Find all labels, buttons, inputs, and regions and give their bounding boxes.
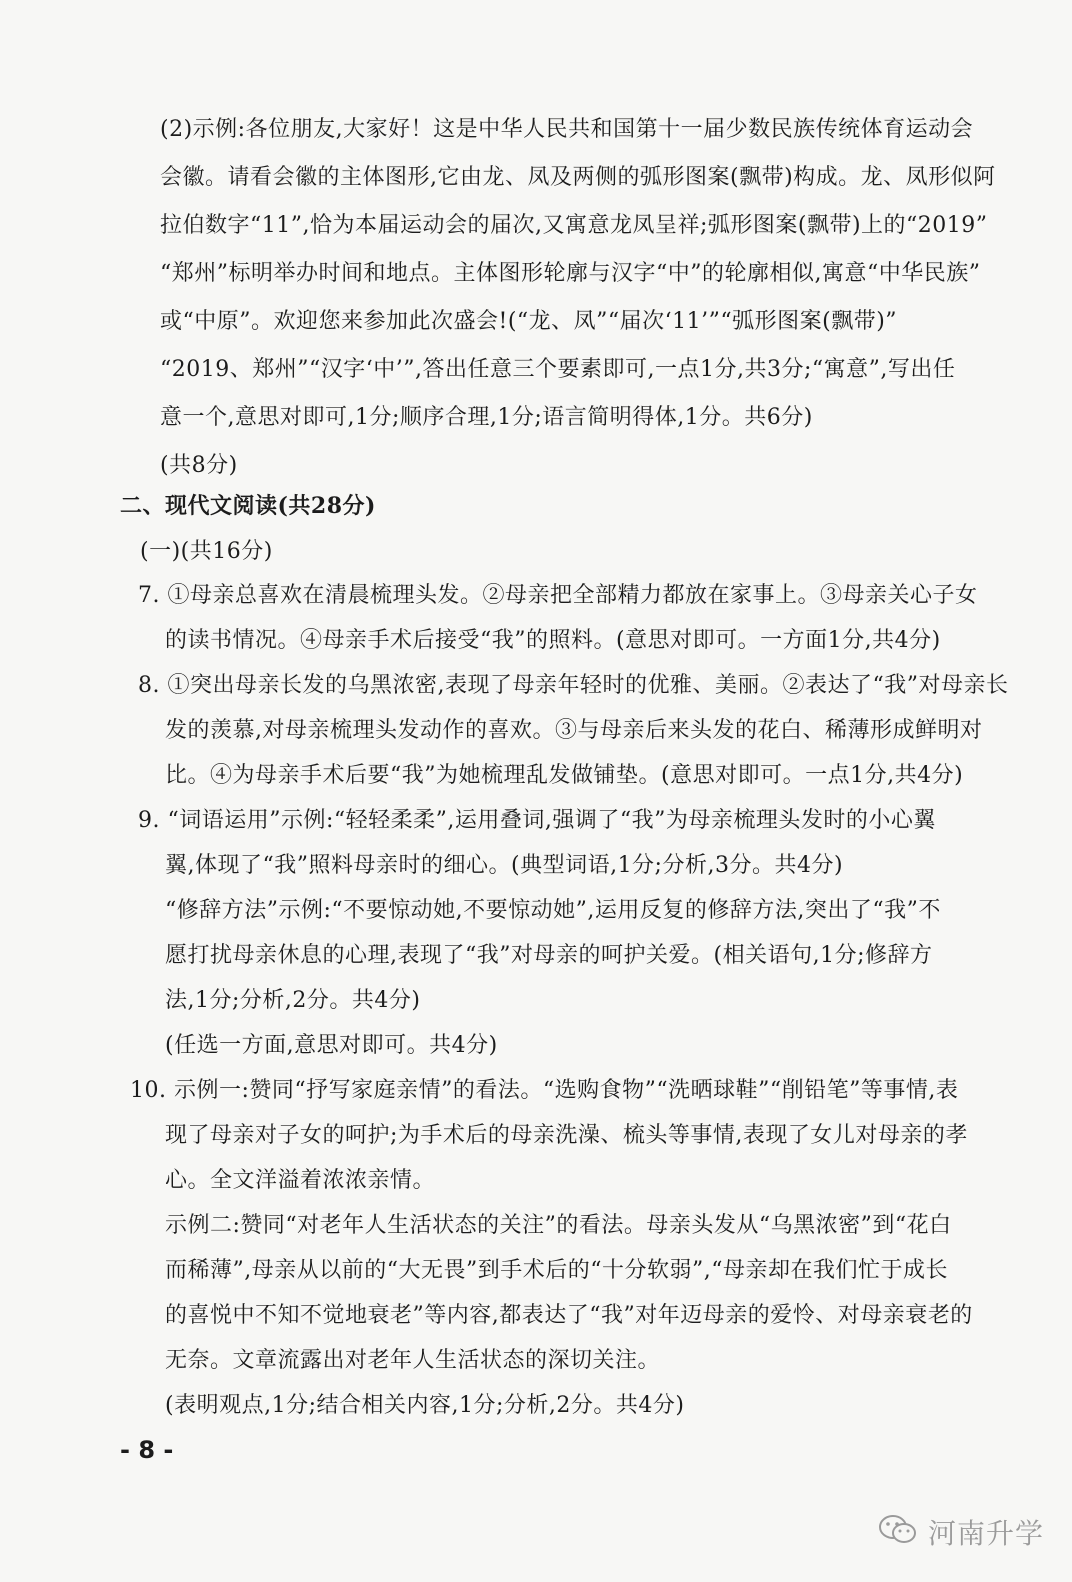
text-line: 心。全文洋溢着浓浓亲情。 — [165, 1168, 436, 1193]
watermark-text: 河南升学 — [928, 1517, 1045, 1550]
text-line: (2)示例:各位朋友,大家好！这是中华人民共和国第十一届少数民族传统体育运动会 — [160, 117, 974, 142]
wechat-icon — [878, 1513, 918, 1551]
text-line: 拉伯数字“11”,恰为本届运动会的届次,又寓意龙凤呈祥;弧形图案(飘带)上的“2019” — [160, 213, 988, 238]
text-line: 示例二:赞同“对老年人生活状态的关注”的看法。母亲头发从“乌黑浓密”到“花白 — [165, 1213, 952, 1238]
page-number: - 8 - — [120, 1436, 174, 1464]
text-line: (任选一方面,意思对即可。共4分) — [165, 1033, 498, 1058]
text-line: 10. 示例一:赞同“抒写家庭亲情”的看法。“选购食物”“洗晒球鞋”“削铅笔”等事情,表 — [130, 1078, 959, 1103]
text-line: 现了母亲对子女的呵护;为手术后的母亲洗澡、梳头等事情,表现了女儿对母亲的孝 — [165, 1123, 968, 1148]
text-line: “郑州”标明举办时间和地点。主体图形轮廓与汉字“中”的轮廓相似,寓意“中华民族” — [160, 261, 981, 286]
watermark — [878, 1512, 1044, 1552]
text-line: 7. ①母亲总喜欢在清晨梳理头发。②母亲把全部精力都放在家事上。③母亲关心子女 — [138, 583, 978, 608]
text-line: 发的羡慕,对母亲梳理头发动作的喜欢。③与母亲后来头发的花白、稀薄形成鲜明对 — [165, 718, 983, 743]
text-line: 而稀薄”,母亲从以前的“大无畏”到手术后的“十分软弱”,“母亲却在我们忙于成长 — [165, 1258, 948, 1283]
text-line: 翼,体现了“我”照料母亲时的细心。(典型词语,1分;分析,3分。共4分) — [165, 853, 844, 878]
text-line: 的喜悦中不知不觉地衰老”等内容,都表达了“我”对年迈母亲的爱怜、对母亲衰老的 — [165, 1303, 973, 1328]
text-line: 的读书情况。④母亲手术后接受“我”的照料。(意思对即可。一方面1分,共4分) — [165, 628, 941, 653]
text-line: 比。④为母亲手术后要“我”为她梳理乱发做铺垫。(意思对即可。一点1分,共4分) — [165, 763, 964, 788]
text-line: 无奈。文章流露出对老年人生活状态的深切关注。 — [165, 1348, 661, 1373]
text-line: 意一个,意思对即可,1分;顺序合理,1分;语言简明得体,1分。共6分) — [160, 405, 813, 430]
text-line: “修辞方法”示例:“不要惊动她,不要惊动她”,运用反复的修辞方法,突出了“我”不 — [165, 898, 941, 923]
text-line: 法,1分;分析,2分。共4分) — [165, 988, 421, 1013]
text-line: 二、现代文阅读(共28分) — [120, 493, 376, 519]
text-line: (共8分) — [160, 453, 238, 478]
text-line: 9. “词语运用”示例:“轻轻柔柔”,运用叠词,强调了“我”为母亲梳理头发时的小心翼 — [138, 808, 936, 833]
text-line: 愿打扰母亲休息的心理,表现了“我”对母亲的呵护关爱。(相关语句,1分;修辞方 — [165, 943, 933, 968]
text-line: “2019、郑州”“汉字‘中’”,答出任意三个要素即可,一点1分,共3分;“寓意”,写出任 — [160, 357, 956, 382]
text-line: (一)(共16分) — [140, 539, 273, 564]
text-line: (表明观点,1分;结合相关内容,1分;分析,2分。共4分) — [165, 1393, 685, 1418]
text-line: 8. ①突出母亲长发的乌黑浓密,表现了母亲年轻时的优雅、美丽。②表达了“我”对母亲长 — [138, 673, 1009, 698]
text-line: 会徽。请看会徽的主体图形,它由龙、凤及两侧的弧形图案(飘带)构成。龙、凤形似阿 — [160, 165, 996, 190]
text-line: 或“中原”。欢迎您来参加此次盛会!(“龙、凤”“届次‘11’”“弧形图案(飘带)” — [160, 309, 898, 334]
